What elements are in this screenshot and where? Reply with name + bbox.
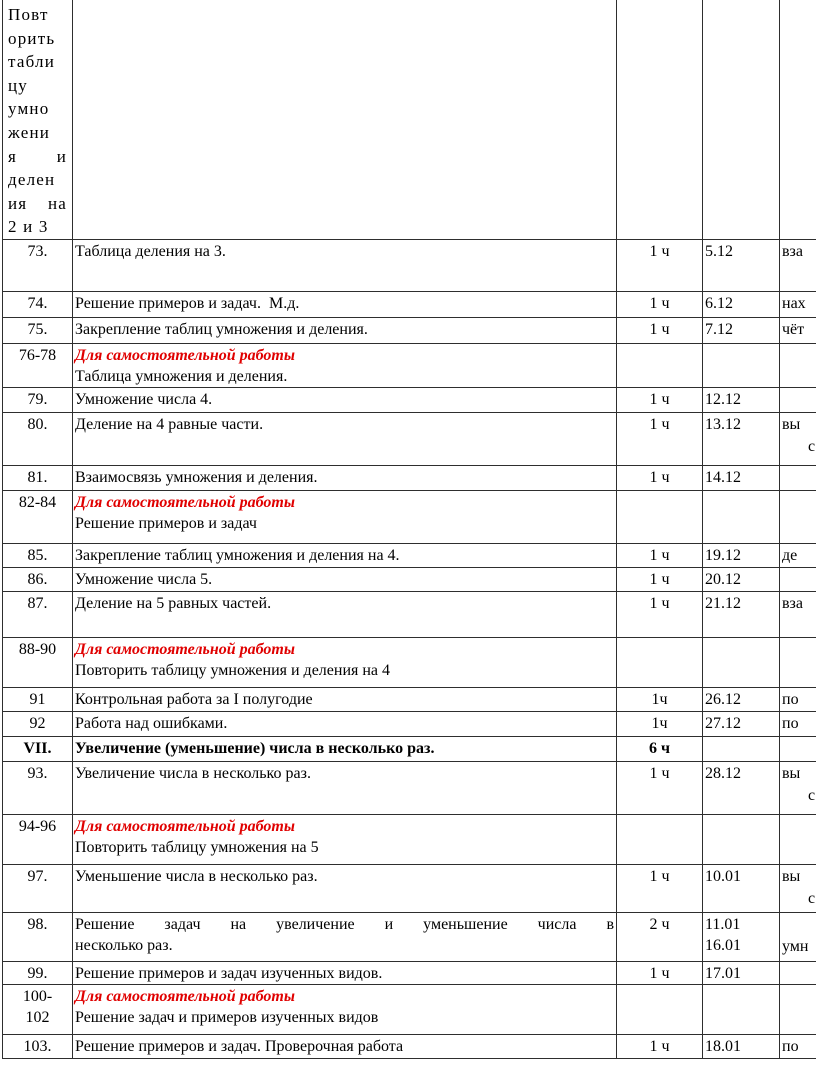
- lesson-number-line: цу: [8, 75, 28, 95]
- cell-hours: 1 ч: [617, 1034, 703, 1058]
- cell-lesson-number: 75.: [3, 317, 73, 343]
- cell-topic: [73, 387, 617, 412]
- cell-note-clipped: [780, 761, 816, 814]
- table-row: [3, 343, 816, 387]
- topic-line: Таблица деления на 3.: [75, 242, 226, 260]
- cell-date: [703, 984, 780, 1034]
- cell-topic: [73, 543, 617, 567]
- cell-topic: [73, 317, 617, 343]
- cell-hours: [617, 343, 703, 387]
- cell-note-clipped: [780, 567, 816, 591]
- date-line: 6.12: [705, 294, 733, 312]
- cell-topic: [73, 343, 617, 387]
- table-row: [3, 687, 816, 711]
- cell-topic: [73, 761, 617, 814]
- cell-topic: [73, 1034, 617, 1058]
- cell-lesson-number: 87.: [3, 591, 73, 637]
- topic-line: Контрольная работа за I полугодие: [75, 690, 313, 708]
- cell-date: [703, 412, 780, 465]
- topic-line: Умножение числа 5.: [75, 570, 213, 588]
- cell-date: [703, 736, 780, 761]
- cell-note-clipped: [780, 711, 816, 736]
- table-row: [3, 0, 816, 239]
- cell-hours: 1ч: [617, 687, 703, 711]
- date-line: 18.01: [705, 1037, 741, 1055]
- cell-note-clipped: [780, 637, 816, 687]
- cell-hours: [617, 984, 703, 1034]
- table-row: [3, 490, 816, 543]
- cell-lesson-number: 74.: [3, 291, 73, 317]
- topic-line-red: Для самостоятельной работы: [75, 987, 295, 1005]
- cell-hours: [617, 637, 703, 687]
- lesson-number-line: табли: [8, 52, 55, 72]
- topic-line-red: Для самостоятельной работы: [75, 346, 295, 364]
- cell-note-clipped: [780, 912, 816, 961]
- topic-line: Увеличение (уменьшение) числа в несколько раз.: [75, 739, 435, 757]
- cell-note-clipped: [780, 591, 816, 637]
- cell-topic: [73, 291, 617, 317]
- topic-line: Увеличение числа в несколько раз.: [75, 764, 311, 782]
- cell-hours: [617, 814, 703, 864]
- cell-date: [703, 591, 780, 637]
- cell-date: [703, 687, 780, 711]
- cell-note-clipped: [780, 864, 816, 912]
- cell-lesson-number: 76-78: [3, 343, 73, 387]
- topic-line: Решение примеров и задач. М.д.: [75, 294, 300, 312]
- cell-lesson-number: 94-96: [3, 814, 73, 864]
- cell-date: [703, 291, 780, 317]
- cell-hours: [617, 0, 703, 239]
- cell-note-clipped: [780, 0, 816, 239]
- topic-line: Повторить таблицу умножения на 5: [75, 838, 319, 856]
- note-fragment: с: [808, 786, 816, 804]
- cell-lesson-number: 79.: [3, 387, 73, 412]
- topic-line: Деление на 5 равных частей.: [75, 594, 272, 612]
- table-row: [3, 567, 816, 591]
- topic-line: несколько раз.: [75, 936, 173, 954]
- cell-topic: [73, 814, 617, 864]
- note-fragment: по: [782, 1037, 799, 1055]
- table-row: [3, 465, 816, 490]
- cell-topic: [73, 961, 617, 984]
- table-body: [3, 0, 816, 1058]
- date-line: 10.01: [705, 867, 741, 885]
- cell-note-clipped: [780, 343, 816, 387]
- cell-hours: [617, 490, 703, 543]
- topic-line: Взаимосвязь умножения и деления.: [75, 468, 318, 486]
- note-fragment: умн: [782, 937, 809, 955]
- table-row: [3, 387, 816, 412]
- topic-line: Закрепление таблиц умножения и деления на 4.: [75, 546, 400, 564]
- cell-hours: 1 ч: [617, 567, 703, 591]
- cell-topic: [73, 984, 617, 1034]
- note-fragment: вза: [782, 594, 803, 612]
- table-row: [3, 961, 816, 984]
- topic-line: Умножение числа 4.: [75, 390, 213, 408]
- cell-lesson-number: 86.: [3, 567, 73, 591]
- table-row: [3, 736, 816, 761]
- cell-lesson-number: 73.: [3, 239, 73, 291]
- cell-lesson-number: 81.: [3, 465, 73, 490]
- lesson-number-line: 2 и 3: [8, 217, 49, 237]
- table-row: [3, 291, 816, 317]
- cell-date: [703, 761, 780, 814]
- cell-note-clipped: [780, 736, 816, 761]
- date-line: 5.12: [705, 242, 733, 260]
- note-fragment: [782, 914, 815, 936]
- table-row: [3, 637, 816, 687]
- topic-line: Работа над ошибками.: [75, 714, 228, 732]
- table-row: [3, 814, 816, 864]
- table-row: [3, 317, 816, 343]
- lesson-number-lines: [8, 3, 67, 239]
- date-line: 16.01: [705, 936, 741, 954]
- cell-date: [703, 912, 780, 961]
- lesson-number-lines: [5, 986, 70, 1028]
- topic-line: Деление на 4 равные части.: [75, 415, 264, 433]
- cell-lesson-number: 85.: [3, 543, 73, 567]
- topic-line: Решение примеров и задач: [75, 514, 257, 532]
- date-line: 14.12: [705, 468, 741, 486]
- lesson-number-line: я и: [8, 146, 67, 166]
- note-fragment: по: [782, 690, 799, 708]
- cell-date: [703, 814, 780, 864]
- cell-lesson-number: [3, 984, 73, 1034]
- cell-topic: [73, 490, 617, 543]
- topic-line: Уменьшение числа в несколько раз.: [75, 867, 318, 885]
- date-line: 20.12: [705, 570, 741, 588]
- cell-date: [703, 239, 780, 291]
- note-fragment: вы: [782, 764, 801, 782]
- lesson-number-line: 100-: [22, 987, 53, 1005]
- cell-date: [703, 343, 780, 387]
- note-fragment: с: [808, 889, 816, 907]
- cell-note-clipped: [780, 814, 816, 864]
- cell-note-clipped: [780, 239, 816, 291]
- note-fragment: вза: [782, 242, 803, 260]
- cell-topic: [73, 567, 617, 591]
- cell-lesson-number: 80.: [3, 412, 73, 465]
- cell-topic: [73, 465, 617, 490]
- date-line: 27.12: [705, 714, 741, 732]
- date-line: 21.12: [705, 594, 741, 612]
- cell-date: [703, 543, 780, 567]
- note-fragment: вы: [782, 415, 801, 433]
- cell-date: [703, 490, 780, 543]
- date-line: 28.12: [705, 764, 741, 782]
- cell-date: [703, 567, 780, 591]
- cell-lesson-number: 93.: [3, 761, 73, 814]
- cell-note-clipped: [780, 291, 816, 317]
- lesson-number-line: орить: [8, 28, 56, 48]
- cell-note-clipped: [780, 490, 816, 543]
- cell-date: [703, 317, 780, 343]
- cell-hours: 1 ч: [617, 961, 703, 984]
- table-row: [3, 1034, 816, 1058]
- cell-lesson-number: 92: [3, 711, 73, 736]
- date-line: 7.12: [705, 320, 733, 338]
- cell-note-clipped: [780, 412, 816, 465]
- table-row: [3, 761, 816, 814]
- topic-line: Повторить таблицу умножения и деления на 4: [75, 661, 391, 679]
- cell-hours: 1 ч: [617, 761, 703, 814]
- cell-date: [703, 961, 780, 984]
- cell-topic: [73, 736, 617, 761]
- date-line: 19.12: [705, 546, 741, 564]
- table-row: [3, 711, 816, 736]
- note-fragment: вы: [782, 867, 801, 885]
- lesson-number-line: делен: [8, 170, 56, 190]
- cell-lesson-number: 88-90: [3, 637, 73, 687]
- cell-topic: [73, 687, 617, 711]
- table-row: [3, 912, 816, 961]
- cell-topic: [73, 412, 617, 465]
- cell-date: [703, 637, 780, 687]
- topic-line: Решение задач и примеров изученных видов: [75, 1008, 379, 1026]
- lesson-number-line: 102: [25, 1008, 50, 1026]
- lesson-number-line: Повт: [8, 5, 49, 24]
- cell-lesson-number: 82-84: [3, 490, 73, 543]
- cell-note-clipped: [780, 1034, 816, 1058]
- date-line: 17.01: [705, 964, 741, 982]
- cell-topic: [73, 637, 617, 687]
- note-fragment: чёт: [782, 320, 805, 338]
- table-row: [3, 412, 816, 465]
- cell-topic: [73, 711, 617, 736]
- cell-note-clipped: [780, 317, 816, 343]
- lesson-plan-table: [2, 0, 816, 1059]
- cell-lesson-number: 91: [3, 687, 73, 711]
- date-line: 13.12: [705, 415, 741, 433]
- cell-hours: 1 ч: [617, 412, 703, 465]
- cell-lesson-number: 103.: [3, 1034, 73, 1058]
- cell-topic: [73, 591, 617, 637]
- cell-note-clipped: [780, 984, 816, 1034]
- cell-date: [703, 465, 780, 490]
- cell-hours: 2 ч: [617, 912, 703, 961]
- cell-note-clipped: [780, 465, 816, 490]
- cell-topic: [73, 864, 617, 912]
- table-row: [3, 239, 816, 291]
- cell-hours: 1 ч: [617, 317, 703, 343]
- date-line: 11.01: [705, 915, 741, 933]
- cell-note-clipped: [780, 387, 816, 412]
- topic-line-red: Для самостоятельной работы: [75, 493, 295, 511]
- note-fragment: с: [808, 437, 816, 455]
- cell-hours: 1 ч: [617, 864, 703, 912]
- cell-topic: [73, 912, 617, 961]
- topic-line-red: Для самостоятельной работы: [75, 817, 295, 835]
- table-row: [3, 543, 816, 567]
- note-fragment: по: [782, 714, 799, 732]
- cell-hours: 1 ч: [617, 387, 703, 412]
- table-row: [3, 591, 816, 637]
- cell-lesson-number: 99.: [3, 961, 73, 984]
- table-row: [3, 864, 816, 912]
- note-fragment: нах: [782, 294, 806, 312]
- cell-date: [703, 864, 780, 912]
- date-line: 12.12: [705, 390, 741, 408]
- cell-lesson-number: 97.: [3, 864, 73, 912]
- cell-note-clipped: [780, 961, 816, 984]
- cell-hours: 1 ч: [617, 465, 703, 490]
- topic-line: Решение задач на увеличение и уменьшение числа в: [75, 915, 614, 933]
- cell-note-clipped: [780, 543, 816, 567]
- cell-lesson-number: [3, 0, 73, 239]
- topic-line: Решение примеров и задач. Проверочная работа: [75, 1037, 404, 1055]
- topic-line-red: Для самостоятельной работы: [75, 640, 295, 658]
- cell-note-clipped: [780, 687, 816, 711]
- cell-date: [703, 0, 780, 239]
- lesson-number-line: ия на: [8, 193, 67, 213]
- cell-hours: 1 ч: [617, 291, 703, 317]
- cell-date: [703, 711, 780, 736]
- cell-hours: 1 ч: [617, 239, 703, 291]
- cell-topic: [73, 0, 617, 239]
- cell-lesson-number: 98.: [3, 912, 73, 961]
- cell-hours: 1 ч: [617, 591, 703, 637]
- note-fragment: де: [782, 546, 798, 564]
- cell-hours: 6 ч: [617, 736, 703, 761]
- cell-hours: 1ч: [617, 711, 703, 736]
- cell-topic: [73, 239, 617, 291]
- cell-hours: 1 ч: [617, 543, 703, 567]
- lesson-number-line: умно: [8, 99, 50, 119]
- date-line: 26.12: [705, 690, 741, 708]
- table-row: [3, 984, 816, 1034]
- topic-line: Таблица умножения и деления.: [75, 367, 288, 385]
- cell-lesson-number: VII.: [3, 736, 73, 761]
- lesson-number-line: жени: [8, 122, 51, 142]
- topic-line: Закрепление таблиц умножения и деления.: [75, 320, 368, 338]
- cell-date: [703, 387, 780, 412]
- topic-line: Решение примеров и задач изученных видов.: [75, 964, 383, 982]
- cell-date: [703, 1034, 780, 1058]
